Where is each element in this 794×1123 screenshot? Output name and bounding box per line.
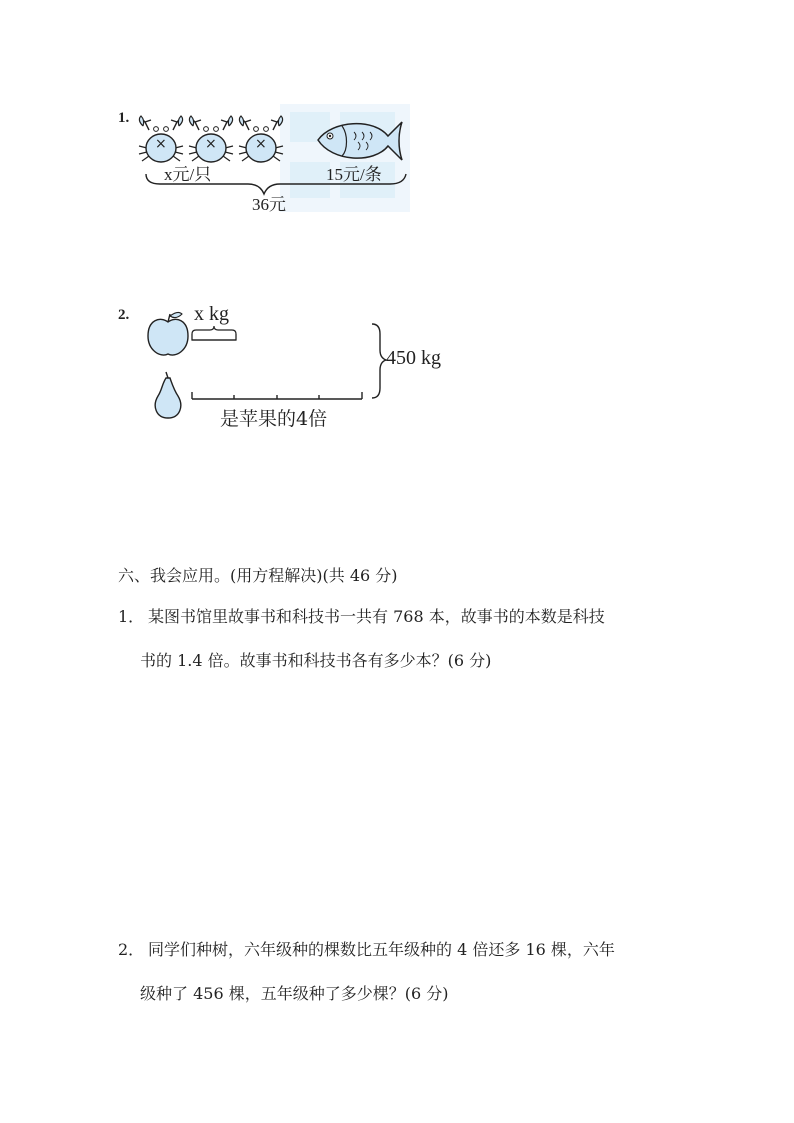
question-2-line-2: 级种了 456 棵，五年级种了多少棵？(6 分)	[140, 984, 449, 1003]
pear-icon	[155, 372, 181, 418]
crab-x-mark-3: ×	[255, 136, 267, 152]
crab-price-label: x元/只	[164, 165, 212, 184]
question-2-number: 2．	[118, 940, 145, 959]
question-2-line-1: 同学们种树，六年级种的棵数比五年级种的 4 倍还多 16 棵，六年	[148, 940, 615, 959]
section-title: 六、我会应用。(用方程解决)(共 46 分)	[118, 566, 398, 585]
crab-x-mark-1: ×	[155, 136, 167, 152]
problem-1-total: 36元	[252, 195, 286, 214]
crab-x-mark-2: ×	[205, 136, 217, 152]
pear-weight-label: 是苹果的4倍	[220, 408, 328, 430]
problem-2-total: 450 kg	[386, 347, 441, 369]
apple-brace	[192, 334, 236, 340]
apple-weight-label: x kg	[194, 303, 229, 325]
fish-price-label: 15元/条	[326, 165, 382, 184]
watermark	[280, 104, 410, 212]
problem-1-number: 1.	[118, 110, 130, 126]
apple-icon	[148, 312, 188, 355]
problem-2-number: 2.	[118, 307, 130, 323]
question-1-line-1: 某图书馆里故事书和科技书一共有 768 本，故事书的本数是科技	[148, 607, 605, 626]
question-1-number: 1．	[118, 607, 145, 626]
total-brace-right	[372, 324, 386, 398]
question-1-line-2: 书的 1.4 倍。故事书和科技书各有多少本？(6 分)	[140, 651, 492, 670]
